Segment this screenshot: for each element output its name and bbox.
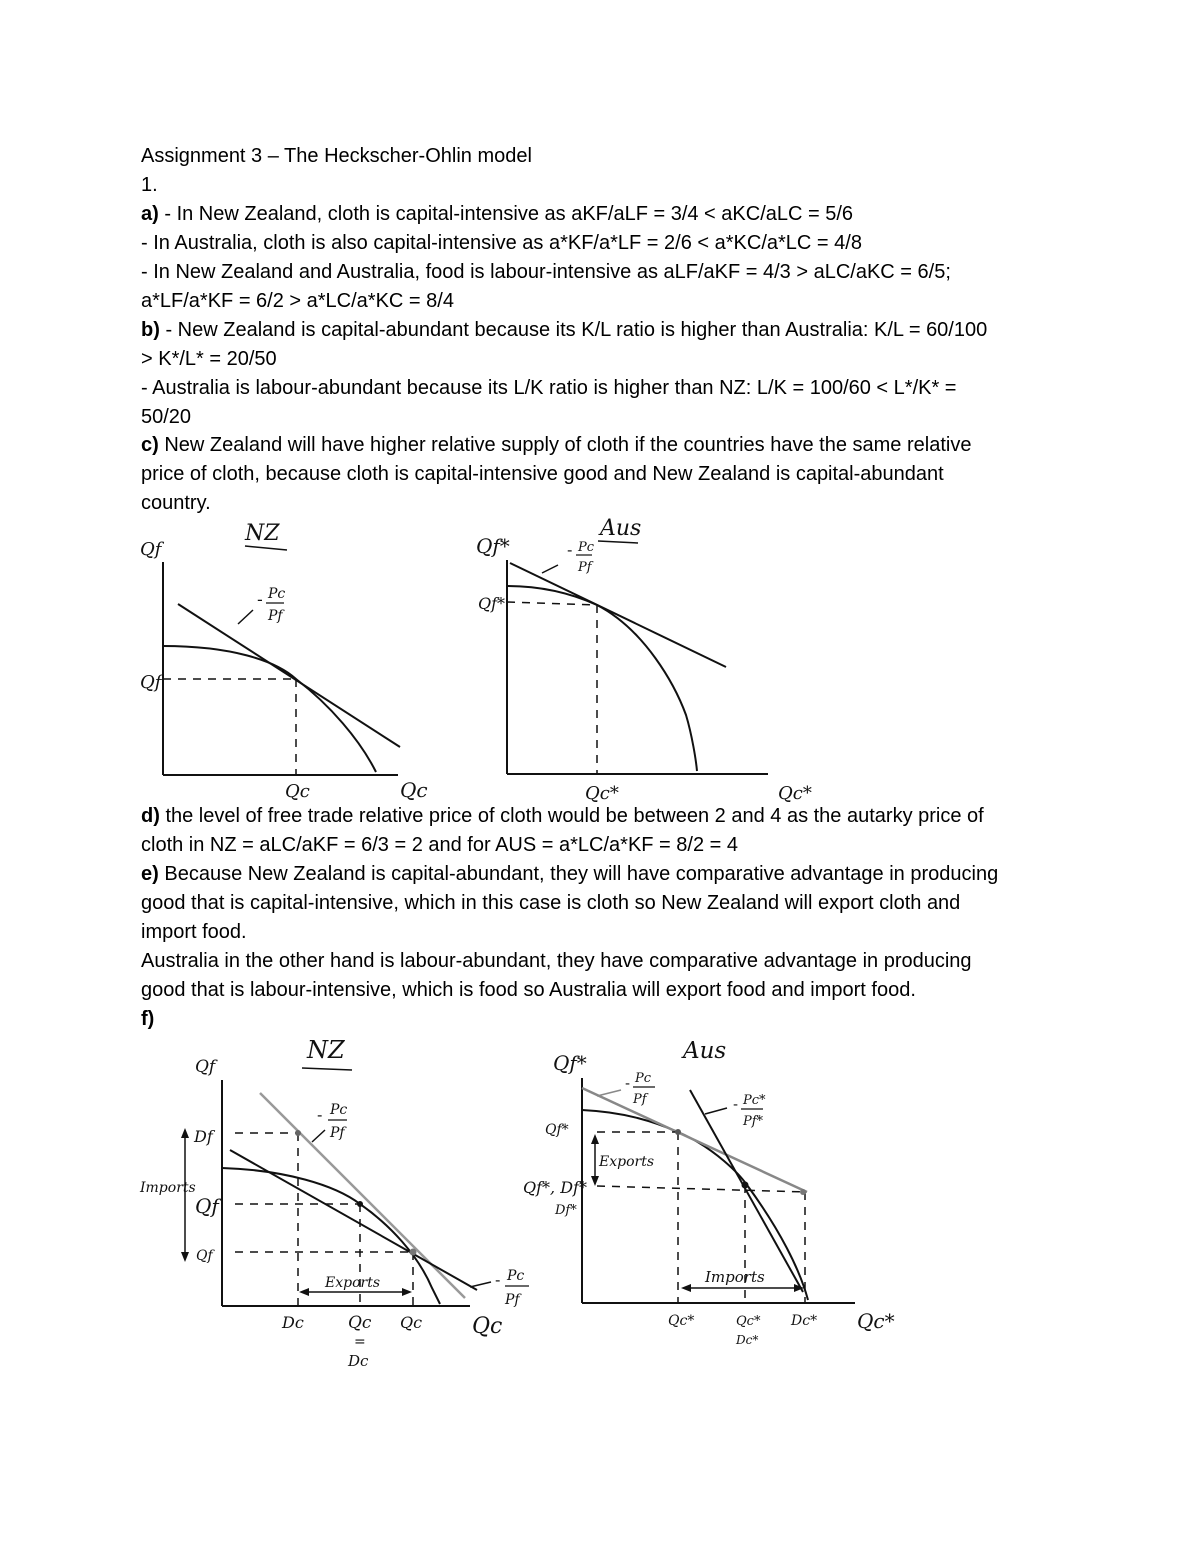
figure-f-aus-world-top: Pc	[635, 1071, 652, 1086]
part-d-label: d)	[141, 805, 160, 827]
figure-f-aus-df-sub-label: Df*	[555, 1203, 577, 1218]
figure-f-nz-imports-arrow-top	[181, 1128, 189, 1138]
figure-c-aus-slope-pointer	[542, 565, 558, 573]
figure-f-aus-x-axis-label: Qc*	[857, 1309, 895, 1333]
figure-f-nz-x-axis-label: Qc	[472, 1314, 503, 1339]
figure-f-nz-title: NZ	[307, 1036, 345, 1064]
figure-f-aus-world-price-line	[582, 1088, 807, 1192]
figure-f-nz-world-pointer	[470, 1282, 491, 1287]
figure-f-nz	[135, 1030, 545, 1375]
figure-c-nz-slope-pointer	[238, 610, 253, 624]
figure-f-nz-autarky-minus: -	[317, 1106, 323, 1124]
figure-f-aus-imports-arrow-left	[681, 1284, 691, 1292]
figure-f-nz-autarky-top: Pc	[330, 1102, 348, 1118]
figure-f-aus-exports-arrow-bottom	[591, 1176, 599, 1186]
figure-c-aus-qc-label: Qc*	[585, 783, 619, 804]
part-e-line-4: Australia in the other hand is labour-abundant, they have comparative advantage in producing	[141, 950, 972, 972]
figure-f-nz-dc-label: Dc	[282, 1313, 304, 1332]
figure-f-nz-qf-trade-label: Qf	[196, 1248, 213, 1264]
figure-f-aus-autarky-point	[742, 1182, 749, 1189]
figure-c-nz-price-line	[178, 604, 400, 747]
figure-f-nz-qc-label: Qc	[348, 1313, 372, 1333]
figure-c-nz-minus: -	[257, 590, 263, 609]
figure-f-nz-world-price-line	[260, 1093, 465, 1298]
figure-c-aus-ppf-curve	[507, 586, 697, 771]
part-d-text-1: the level of free trade relative price of cloth would be between 2 and 4 as the autarky price of	[159, 805, 984, 827]
figure-c-aus-title: Aus	[600, 516, 642, 541]
part-b-text-1: - New Zealand is capital-abundant because its K/L ratio is higher than Australia: K/L = 60/100	[159, 319, 988, 341]
figure-c-nz-title-underline	[245, 546, 287, 550]
figure-c-nz-ppf-curve	[163, 646, 376, 772]
figure-c-aus-x-axis-label: Qc*	[778, 783, 812, 804]
figure-f-aus	[523, 1030, 915, 1360]
figure-c-nz-x-axis-label: Qc	[400, 778, 428, 802]
figure-c-aus-title-underline	[598, 541, 638, 543]
figure-f-aus-world-pointer	[597, 1090, 621, 1096]
figure-c-aus-qf-dash	[507, 602, 597, 605]
figure-f-aus-autarky-bottom: Pf*	[743, 1114, 764, 1129]
part-e-line-5: good that is labour-intensive, which is food so Australia will export food and import food.	[141, 979, 916, 1001]
figure-c-nz	[130, 510, 430, 805]
figure-c-nz-qf-label: Qf	[140, 672, 162, 693]
figure-f-aus-dc-label: Dc*	[791, 1313, 818, 1329]
figure-f-aus-exports-label: Exports	[599, 1154, 655, 1170]
figure-c-aus-slope-bottom: Pf	[578, 560, 592, 575]
part-e-line-1	[141, 860, 998, 889]
figure-c-aus-minus: -	[567, 541, 573, 559]
part-c-label: c)	[141, 434, 159, 456]
figure-f-nz-autarky-bottom: Pf	[330, 1125, 345, 1141]
part-f-label: f)	[141, 1008, 155, 1030]
figure-f-aus-world-bottom: Pf	[633, 1092, 647, 1107]
part-e-text-1: Because New Zealand is capital-abundant, they will have comparative advantage in producing	[158, 863, 999, 885]
figure-f-aus-consumption-point	[800, 1189, 806, 1195]
figure-f-aus-autarky-minus: -	[733, 1097, 739, 1113]
figure-c-nz-slope-top: Pc	[268, 586, 286, 602]
part-e-line-3: import food.	[141, 921, 247, 943]
figure-f-nz-autarky-price-line	[230, 1150, 477, 1290]
figure-f-nz-world-top: Pc	[507, 1268, 525, 1284]
figure-f-nz-world-bottom: Pf	[505, 1292, 520, 1308]
figure-f-nz-imports-label: Imports	[140, 1180, 196, 1196]
figure-f-aus-qc-autarky-label: Qc*	[736, 1314, 761, 1329]
figure-c-nz-y-axis-label: Qf	[140, 539, 162, 560]
figure-c-aus-y-axis-label: Qf*	[476, 534, 510, 558]
part-b-line-4: 50/20	[141, 406, 192, 428]
part-e-line-2: good that is capital-intensive, which in this case is cloth so New Zealand will export cloth and	[141, 892, 961, 914]
figure-f-nz-qc-dc-label: Dc	[348, 1352, 369, 1370]
part-a-line-1	[141, 200, 853, 229]
part-b-label: b)	[141, 319, 160, 341]
figure-f-aus-world-minus: -	[625, 1076, 631, 1092]
figure-f-nz-title-underline	[302, 1068, 352, 1070]
figure-f-nz-consumption-point	[295, 1130, 301, 1136]
figure-f-aus-autarky-top: Pc*	[743, 1093, 766, 1108]
figure-f-nz-qf-label: Qf	[195, 1194, 219, 1218]
figure-f-nz-y-axis-label: Qf	[195, 1057, 216, 1077]
part-d-line-2: cloth in NZ = aLC/aKF = 6/3 = 2 and for AUS = a*LC/a*KF = 8/2 = 4	[141, 834, 739, 856]
part-a-label: a)	[141, 203, 159, 225]
figure-c-nz-qc-label: Qc	[285, 781, 310, 802]
figure-f-nz-qc-equals: =	[354, 1334, 366, 1350]
part-c-line-1	[141, 431, 971, 460]
figure-f-aus-dc-sub-label: Dc*	[736, 1333, 759, 1347]
figure-f-nz-imports-arrow-bottom	[181, 1252, 189, 1262]
part-b-line-3: - Australia is labour-abundant because its L/K ratio is higher than NZ: L/K = 100/60 < L*/K* =	[141, 377, 957, 399]
figure-f-nz-df-label: Df	[194, 1127, 213, 1146]
part-a-line-2: - In Australia, cloth is also capital-intensive as a*KF/a*LF = 2/6 < a*KC/a*LC = 4/8	[141, 232, 862, 254]
figure-f-aus-autarky-pointer	[705, 1108, 727, 1114]
figure-f-nz-production-point	[410, 1249, 417, 1256]
figure-f-nz-qc-trade-label: Qc	[400, 1313, 423, 1332]
figure-f-nz-autarky-point	[357, 1201, 363, 1207]
figure-c-aus-qf-label: Qf*	[478, 594, 506, 613]
figure-f-aus-qf-df-label: Qf*, Df*	[523, 1178, 587, 1197]
figure-f-nz-autarky-pointer	[312, 1130, 325, 1142]
part-a-text-1: - In New Zealand, cloth is capital-intensive as aKF/aLF = 3/4 < aKC/aLC = 5/6	[158, 203, 854, 225]
figure-c-aus-slope-top: Pc	[578, 540, 595, 555]
figure-c-aus	[470, 505, 812, 805]
part-b-line-1	[141, 316, 987, 345]
figure-f-aus-production-point	[675, 1129, 681, 1135]
figure-c-nz-slope-bottom: Pf	[268, 608, 283, 624]
figure-f-nz-exports-arrow-right	[402, 1288, 412, 1296]
figure-f-aus-title: Aus	[683, 1038, 727, 1064]
figure-f-aus-imports-label: Imports	[705, 1268, 765, 1286]
part-c-line-2: price of cloth, because cloth is capital-intensive good and New Zealand is capital-abundant	[141, 463, 944, 485]
part-a-line-3: - In New Zealand and Australia, food is labour-intensive as aLF/aKF = 4/3 > aLC/aKC = 6/5;	[141, 261, 951, 283]
figure-f-aus-ppf-curve	[582, 1110, 808, 1300]
page-title: Assignment 3 – The Heckscher-Ohlin model	[141, 145, 532, 167]
figure-f-nz-world-minus: -	[495, 1271, 501, 1289]
figure-f-aus-qc-label: Qc*	[668, 1313, 695, 1329]
figure-f-nz-exports-arrow-left	[299, 1288, 309, 1296]
part-c-line-3: country.	[141, 492, 211, 514]
question-number: 1.	[141, 174, 158, 196]
part-c-text-1: New Zealand will have higher relative supply of cloth if the countries have the same relative	[158, 434, 972, 456]
part-b-line-2: > K*/L* = 20/50	[141, 348, 277, 370]
figure-c-aus-price-line	[510, 563, 726, 667]
figure-f-aus-df-dash	[597, 1186, 807, 1192]
figure-f-nz-exports-label: Exports	[325, 1275, 381, 1291]
part-a-line-4: a*LF/a*KF = 6/2 > a*LC/a*KC = 8/4	[141, 290, 454, 312]
figure-f-aus-y-axis-label: Qf*	[553, 1051, 587, 1075]
part-d-line-1	[141, 802, 984, 831]
figure-f-aus-qf-label: Qf*	[545, 1122, 569, 1138]
figure-f-aus-exports-arrow-top	[591, 1134, 599, 1144]
part-e-label: e)	[141, 863, 159, 885]
figure-c-nz-title: NZ	[245, 521, 280, 546]
